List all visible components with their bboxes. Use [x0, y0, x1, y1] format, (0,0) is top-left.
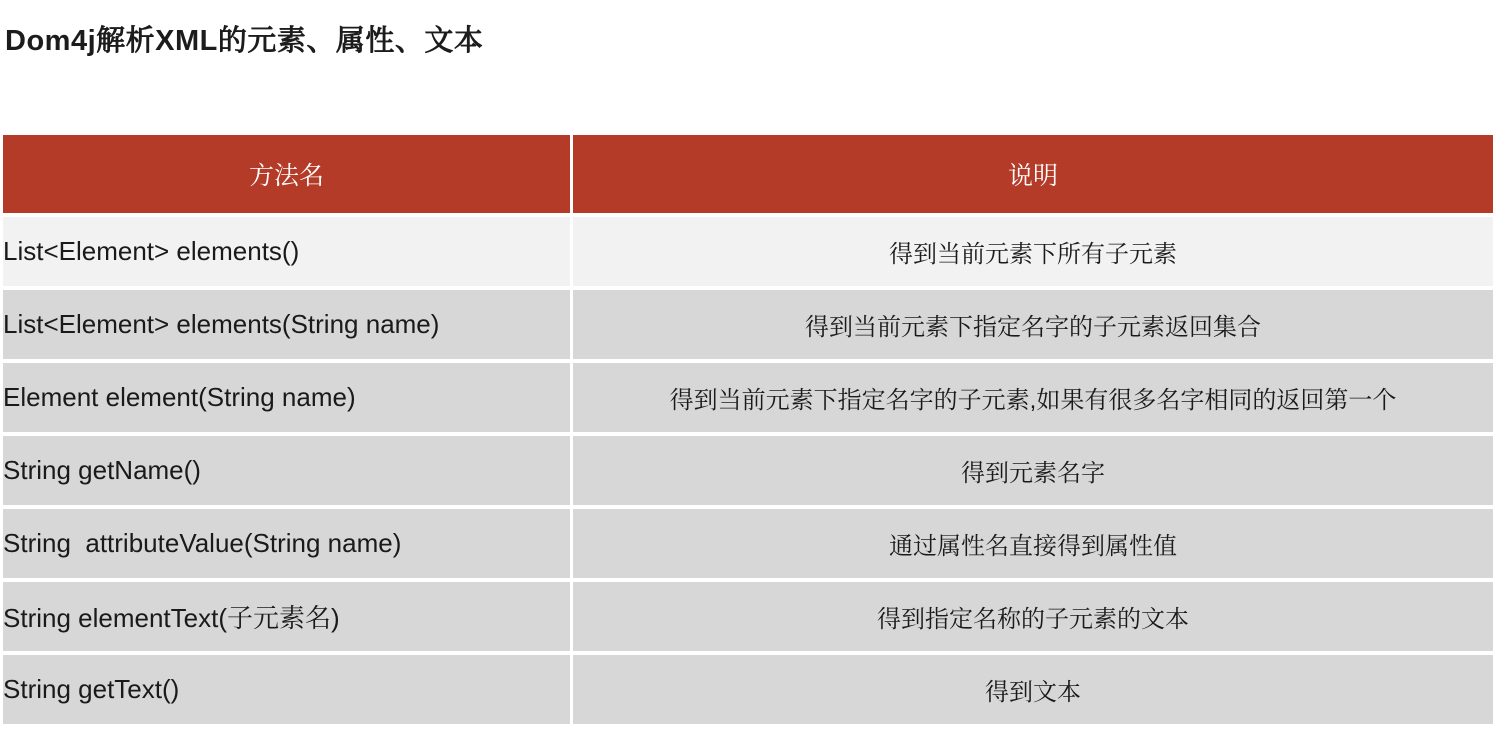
table-row [3, 432, 1493, 505]
description-cell: 得到当前元素下所有子元素 [570, 213, 1493, 286]
methods-table [3, 135, 1493, 724]
page-title: Dom4j解析XML的元素、属性、文本 [5, 25, 484, 57]
description-cell: 得到指定名称的子元素的文本 [570, 578, 1493, 651]
description-cell: 得到元素名字 [570, 432, 1493, 505]
table-row [3, 359, 1493, 432]
method-cell: String attributeValue(String name) [3, 505, 570, 578]
description-cell: 得到当前元素下指定名字的子元素返回集合 [570, 286, 1493, 359]
description-cell: 通过属性名直接得到属性值 [570, 505, 1493, 578]
description-cell: 得到文本 [570, 651, 1493, 724]
column-header-method: 方法名 [3, 135, 570, 213]
table-row [3, 578, 1493, 651]
column-header-description: 说明 [570, 135, 1493, 213]
table-row [3, 651, 1493, 724]
method-cell: String getName() [3, 432, 570, 505]
table-row [3, 505, 1493, 578]
method-cell: List<Element> elements() [3, 213, 570, 286]
table-row [3, 286, 1493, 359]
description-cell: 得到当前元素下指定名字的子元素,如果有很多名字相同的返回第一个 [570, 359, 1493, 432]
method-cell: String getText() [3, 651, 570, 724]
method-cell: String elementText(子元素名) [3, 578, 570, 651]
table-header-row [3, 135, 1493, 213]
table-row [3, 213, 1493, 286]
method-cell: Element element(String name) [3, 359, 570, 432]
method-cell: List<Element> elements(String name) [3, 286, 570, 359]
